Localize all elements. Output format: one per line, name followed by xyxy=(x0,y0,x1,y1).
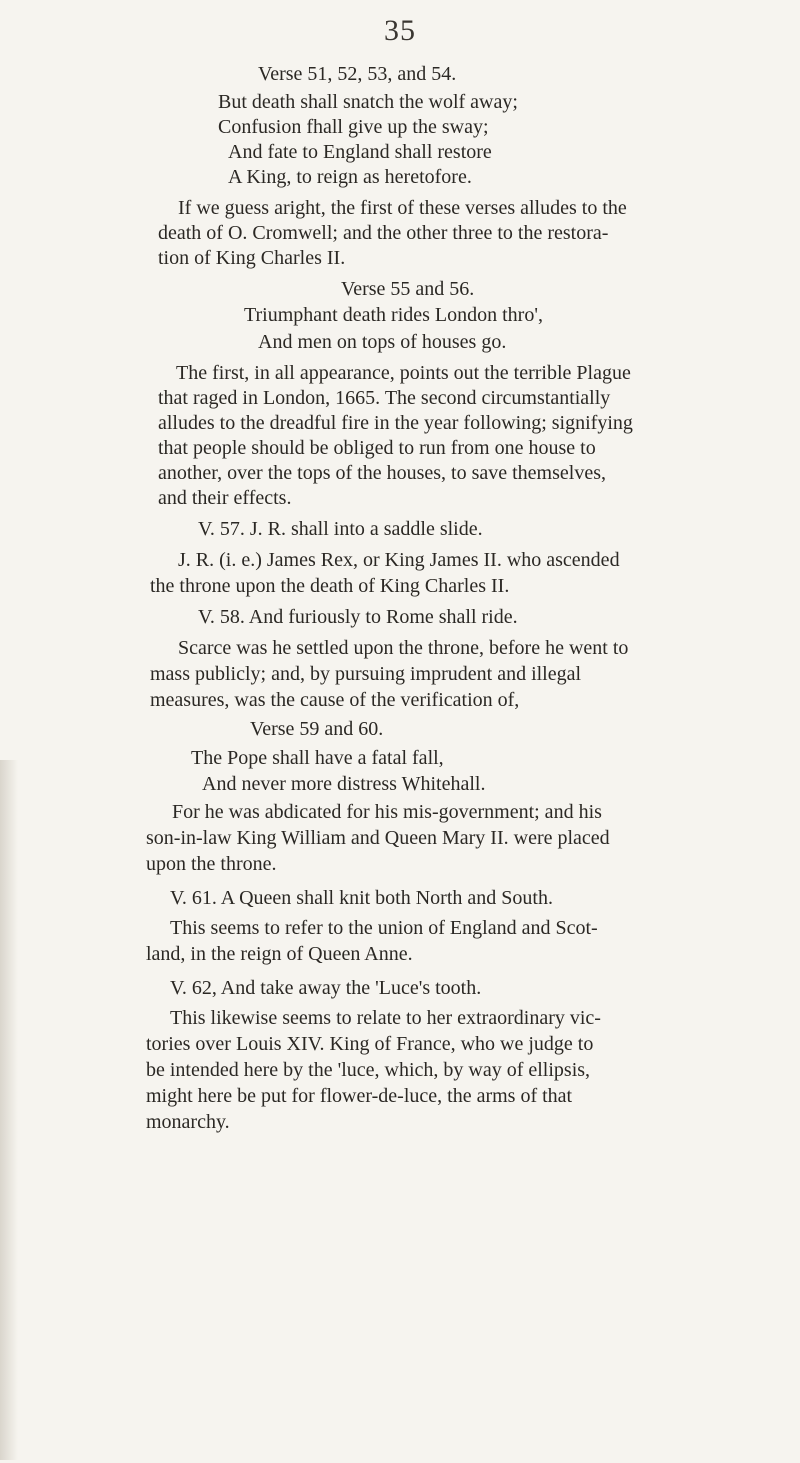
verse-heading-59-60: Verse 59 and 60. xyxy=(250,718,384,740)
commentary-line: tories over Louis XIV. King of France, who we judge to xyxy=(146,1033,594,1055)
commentary-line: and their effects. xyxy=(158,487,292,509)
verse-line: Confusion fhall give up the sway; xyxy=(218,116,489,138)
page-number: 35 xyxy=(384,14,416,47)
verse-heading-58: V. 58. And furiously to Rome shall ride. xyxy=(198,606,518,628)
commentary-line: The first, in all appearance, points out the terrible Plague xyxy=(176,362,631,384)
verse-line: But death shall snatch the wolf away; xyxy=(218,91,518,113)
commentary-line: measures, was the cause of the verification of, xyxy=(150,689,520,711)
verse-line: A King, to reign as heretofore. xyxy=(228,166,472,188)
verse-line: And never more distress Whitehall. xyxy=(202,773,486,795)
verse-line: Triumphant death rides London thro', xyxy=(244,304,543,326)
commentary-line: J. R. (i. e.) James Rex, or King James II. who ascended xyxy=(178,549,620,571)
commentary-line: be intended here by the 'luce, which, by way of ellipsis, xyxy=(146,1059,591,1081)
verse-heading-62: V. 62, And take away the 'Luce's tooth. xyxy=(170,977,482,999)
commentary-line: mass publicly; and, by pursuing imprudent and illegal xyxy=(150,663,582,685)
verse-line: And men on tops of houses go. xyxy=(258,331,507,353)
verse-heading-61: V. 61. A Queen shall knit both North and South. xyxy=(170,887,553,909)
verse-heading-57: V. 57. J. R. shall into a saddle slide. xyxy=(198,518,483,540)
commentary-line: death of O. Cromwell; and the other three to the restora- xyxy=(158,222,609,244)
verse-heading-51-54: Verse 51, 52, 53, and 54. xyxy=(258,63,457,85)
commentary-line: another, over the tops of the houses, to save themselves, xyxy=(158,462,606,484)
commentary-line: For he was abdicated for his mis-government; and his xyxy=(172,801,602,823)
commentary-line: son-in-law King William and Queen Mary II. were placed xyxy=(146,827,610,849)
commentary-line: This likewise seems to relate to her extraordinary vic- xyxy=(170,1007,601,1029)
verse-line: The Pope shall have a fatal fall, xyxy=(191,747,444,769)
commentary-line: This seems to refer to the union of England and Scot- xyxy=(170,917,598,939)
commentary-line: the throne upon the death of King Charles II. xyxy=(150,575,510,597)
commentary-line: tion of King Charles II. xyxy=(158,247,346,269)
commentary-line: might here be put for flower-de-luce, the arms of that xyxy=(146,1085,573,1107)
commentary-line: monarchy. xyxy=(146,1111,230,1133)
verse-line: And fate to England shall restore xyxy=(228,141,492,163)
commentary-line: that raged in London, 1665. The second circumstantially xyxy=(158,387,611,409)
commentary-line: land, in the reign of Queen Anne. xyxy=(146,943,413,965)
commentary-line: that people should be obliged to run from one house to xyxy=(158,437,596,459)
scan-shadow-edge xyxy=(0,760,18,1460)
verse-heading-55-56: Verse 55 and 56. xyxy=(341,278,475,300)
commentary-line: alludes to the dreadful fire in the year following; signifying xyxy=(158,412,633,434)
commentary-line: If we guess aright, the first of these verses alludes to the xyxy=(178,197,627,219)
commentary-line: upon the throne. xyxy=(146,853,277,875)
commentary-line: Scarce was he settled upon the throne, before he went to xyxy=(178,637,629,659)
